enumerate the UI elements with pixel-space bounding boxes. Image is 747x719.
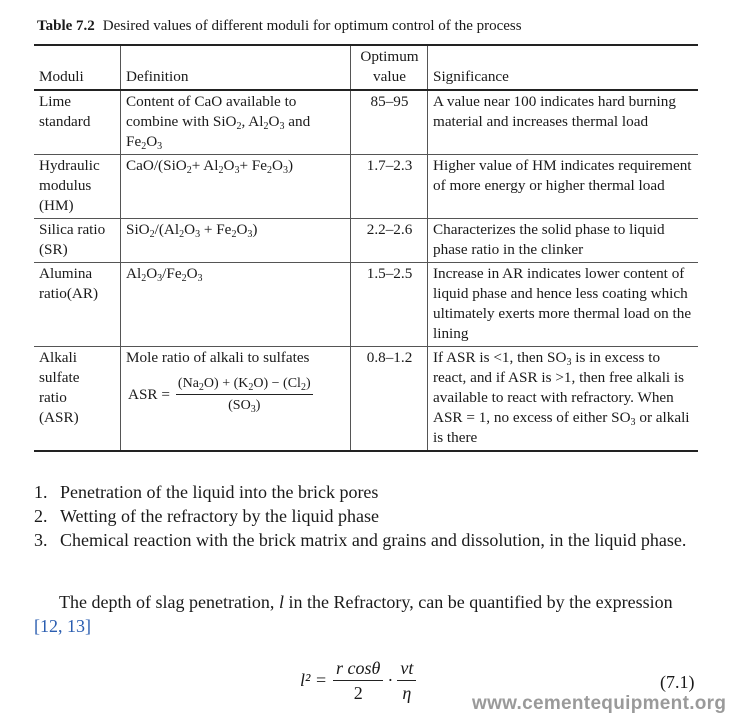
list-number: 1. [34,482,48,502]
cell-significance: Higher value of HM indicates requirement of more energy or higher thermal load [428,155,699,219]
moduli-line: Alkali [39,349,77,366]
cell-moduli [34,263,121,347]
cell-significance: Characterizes the solid phase to liquid phase ratio in the clinker [428,219,699,263]
cell-definition: Content of CaO available to combine with SiO$_2$, $Al_2O_3$ and $Fe_2O_3$ [121,90,351,155]
moduli-line: Alumina [39,265,93,282]
cell-significance: Increase in AR indicates lower content of liquid phase and hence less coating which ultimately exerts more thermal load on the lining [428,263,699,347]
list-item [34,528,704,552]
cell-optimum: 85–95 [351,90,428,155]
table-number: Table 7.2 [37,18,95,34]
list-number: 3. [34,530,48,550]
penetration-steps-list [34,480,704,552]
table-row [34,90,698,155]
header-definition: Definition [121,45,351,90]
citation-link[interactable]: [12, 13] [34,616,91,636]
header-significance: Significance [428,45,699,90]
header-optimum-line2: value [373,68,406,85]
header-optimum-line1: Optimum [360,48,419,65]
cell-optimum: 0.8–1.2 [351,347,428,452]
cell-definition: $Al_2O_3/Fe_2O_3$ [121,263,351,347]
equation-denominator-2: η [402,683,412,703]
moduli-line: (SR) [39,241,68,258]
cell-definition: $SiO_2/(Al_2O_3 + Fe_2O_3)$ [121,219,351,263]
list-number: 2. [34,506,48,526]
list-item [34,480,704,504]
moduli-line: Silica ratio [39,221,106,238]
equation-number: (7.1) [660,672,695,692]
header-optimum [351,45,428,90]
equation-numerator-2: vt [397,656,416,681]
cell-significance: If ASR is <1, then $SO_3$ is in excess to react, and if ASR is >1, then free alkali is available to react with refractory. When ASR = 1, no excess of either $SO_3$ or alkali is there [428,347,699,452]
equation-fraction-1 [333,656,383,705]
asr-formula [128,374,346,415]
moduli-line: (ASR) [39,409,79,426]
cell-optimum: 1.7–2.3 [351,155,428,219]
paragraph-variable: l [278,592,284,612]
asr-numerator: $(Na_2O) + (K_2O) - (Cl_2)$ [177,376,311,393]
moduli-line: sulfate [39,369,80,386]
table-row [34,219,698,263]
equation-denominator-1: 2 [353,683,363,703]
equation-lhs: l² = [300,670,328,690]
body-paragraph [34,590,700,638]
moduli-line: (HM) [39,197,74,214]
table-row [34,155,698,219]
moduli-line: Lime [39,93,72,110]
table-title: Desired values of different moduli for optimum control of the process [102,18,522,34]
cell-moduli [34,90,121,155]
paragraph-text-end: in the Refractory, can be quantified by the expression [283,592,673,612]
equation-dot: · [387,670,394,690]
table-row [34,263,698,347]
cell-significance: A value near 100 indicates hard burning material and increases thermal load [428,90,699,155]
cell-optimum: 2.2–2.6 [351,219,428,263]
moduli-line: modulus [39,177,92,194]
cell-moduli [34,155,121,219]
cell-optimum: 1.5–2.5 [351,263,428,347]
cell-definition [121,347,351,452]
asr-formula-lhs: ASR = [128,385,170,403]
header-moduli: Moduli [34,45,121,90]
cell-definition: $CaO/(SiO_2+ Al_2O_3+ Fe_2O_3)$ [121,155,351,219]
moduli-line: ratio(AR) [39,285,99,302]
cell-moduli [34,219,121,263]
list-text: Chemical reaction with the brick matrix and grains and dissolution, in the liquid phase. [60,530,687,550]
list-text: Penetration of the liquid into the brick pores [60,482,379,502]
equation [300,656,416,705]
paragraph-text-start: The depth of slag penetration, [59,592,279,612]
equation-numerator-1: r cosθ [333,656,383,681]
moduli-line: ratio [39,389,67,406]
asr-fraction [176,374,313,415]
moduli-table [34,44,698,452]
definition-text: Mole ratio of alkali to sulfates [126,349,310,366]
moduli-line: Hydraulic [39,157,100,174]
cell-moduli [34,347,121,452]
list-text: Wetting of the refractory by the liquid phase [60,506,379,526]
list-item [34,504,704,528]
watermark: www.cementequipment.org [472,693,727,714]
equation-fraction-2 [397,656,416,705]
table-caption [37,18,522,35]
asr-denominator: $(SO_3)$ [228,398,261,415]
moduli-line: standard [39,113,91,130]
table-row [34,347,698,452]
